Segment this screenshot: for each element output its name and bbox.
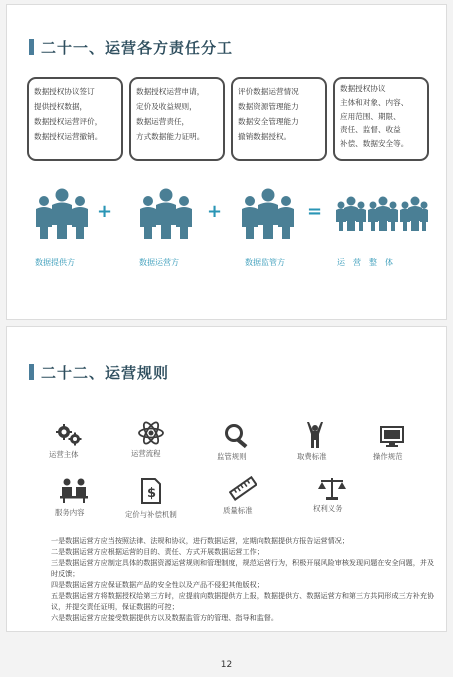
page-number: 12 <box>220 660 233 670</box>
whole-operation-people-icon <box>333 195 429 231</box>
scales-icon <box>317 475 347 501</box>
monitor-icon <box>379 425 407 449</box>
rule-item: 六是数据运营方应接受数据提供方以及数据监管方的管理、指导和监督。 <box>51 613 278 622</box>
caption-whole: 运 营 整 体 <box>337 258 393 267</box>
box-line: 提供授权数据， <box>34 102 88 111</box>
operator-duty-box <box>129 77 225 161</box>
box-line: 数据授权运营评价， <box>34 117 103 126</box>
box-line: 数据资源管理能力 <box>238 102 299 111</box>
plus-sign: + <box>207 201 223 222</box>
rule-item: 一是数据运营方应当按照法律、法规和协议，进行数据运营，定期向数据提供方报告运营情况； <box>51 536 349 545</box>
box-line: 补偿、数据安全等。 <box>340 139 409 149</box>
rule-item: 五是数据运营方将数据授权给第三方时，应提前向数据提供方上报，数据提供方、数据运营方和第三方共同形成三方补充协议，并提交责任证明，保证数据的可控； <box>51 591 435 611</box>
box-line: 数据授权协议签订 <box>34 87 95 96</box>
price-document-icon <box>139 477 163 505</box>
box-line: 评价数据运营情况 <box>238 87 299 96</box>
box-line: 数据运营责任， <box>136 117 190 126</box>
slide-operation-rules <box>6 326 447 632</box>
box-line: 方式数据能力证明。 <box>136 132 205 141</box>
rule-item: 三是数据运营方应制定具体的数据资源运营规则和管理制度，规范运营行为，积极开展风险审核发现问题在安全问题，并及时反馈； <box>51 558 435 578</box>
box-line: 责任、监督、收益 <box>340 125 401 135</box>
label-operation-process: 运营流程 <box>131 449 161 458</box>
equals-sign: = <box>307 201 323 222</box>
meeting-icon <box>59 477 89 503</box>
person-raised-arms-icon <box>305 421 325 449</box>
regulator-duty-box <box>231 77 327 161</box>
box-line: 主体和对象、内容、 <box>340 97 409 107</box>
caption-regulator: 数据监管方 <box>245 258 285 267</box>
rules-text <box>51 535 436 623</box>
box-line: 撤销数据授权。 <box>238 132 292 141</box>
rule-item: 四是数据运营方应保证数据产品的安全性以及产品不侵犯其他版权； <box>51 580 264 589</box>
title-accent-bar <box>29 364 34 380</box>
box-line: 数据安全管理能力 <box>238 117 299 126</box>
label-rights-obligations: 权利义务 <box>313 504 343 513</box>
provider-people-icon <box>33 187 91 239</box>
box-line: 数据授权协议 <box>340 84 386 93</box>
label-operation-norms: 操作规范 <box>373 452 403 461</box>
label-supervision-rules: 监管规则 <box>217 452 247 461</box>
svg-text:$: $ <box>147 486 157 501</box>
label-operation-subject: 运营主体 <box>49 450 79 459</box>
label-pricing-compensation: 定价与补偿机制 <box>125 510 177 519</box>
caption-provider: 数据提供方 <box>35 258 75 267</box>
plus-sign: + <box>97 201 113 222</box>
box-line: 定价及收益规则， <box>136 102 197 111</box>
box-line: 数据授权运营申请， <box>136 87 205 96</box>
operator-people-icon <box>137 187 195 239</box>
label-quality-standard: 质量标准 <box>223 506 253 515</box>
label-service-content: 服务内容 <box>55 508 85 517</box>
ruler-icon <box>229 475 257 501</box>
magnifier-icon <box>223 423 251 449</box>
agreement-content-box <box>333 77 429 161</box>
box-line: 应用范围、期限、 <box>340 111 401 121</box>
atom-icon <box>137 420 165 446</box>
rule-item: 二是数据运营方应根据运营的目的、责任、方式开展数据运营工作； <box>51 547 264 556</box>
provider-duty-box <box>27 77 123 161</box>
title-accent-bar <box>29 39 34 55</box>
box-line: 数据授权运营撤销。 <box>34 132 103 141</box>
slide-title: 二十二、运营规则 <box>41 364 170 382</box>
slide-title: 二十一、运营各方责任分工 <box>41 39 234 57</box>
slide-responsibility-division <box>6 4 447 320</box>
gears-icon <box>55 423 83 447</box>
label-fee-standard: 取费标准 <box>297 452 327 461</box>
caption-operator: 数据运营方 <box>139 258 179 267</box>
regulator-people-icon <box>239 187 297 239</box>
